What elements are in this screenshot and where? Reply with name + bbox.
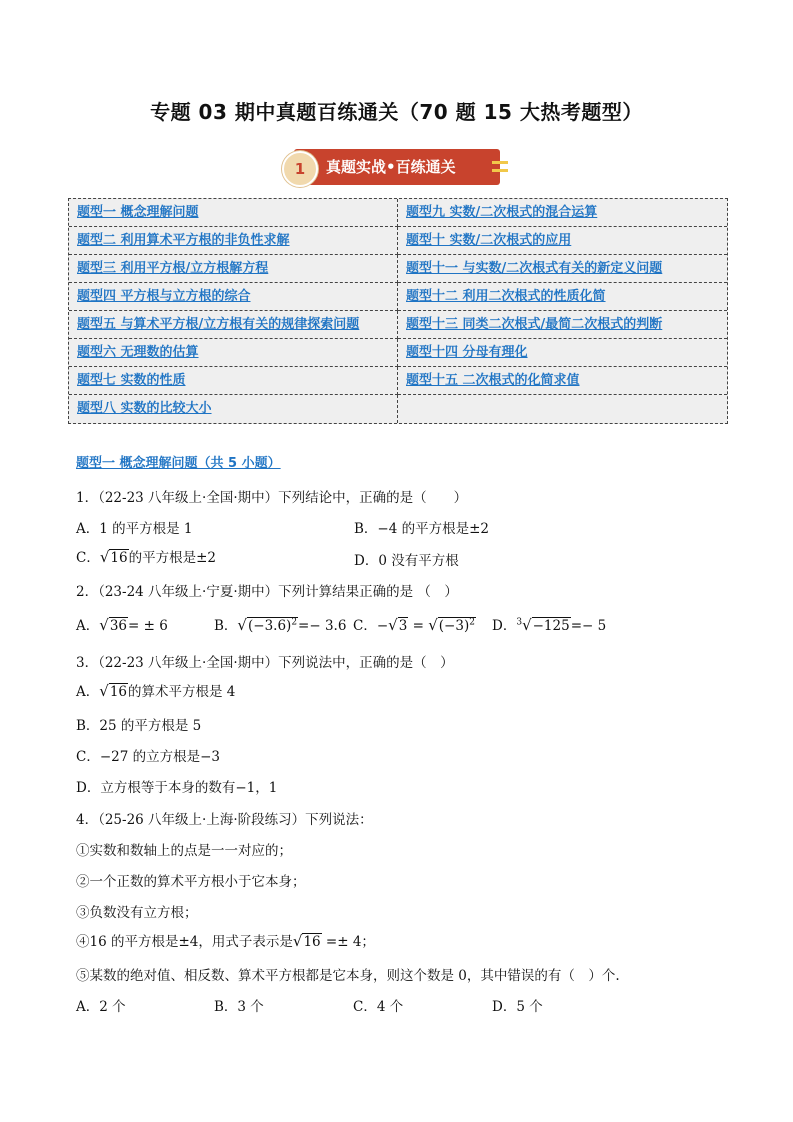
q2-option-c: C．$-√3 = √(-3)^2$: [353, 616, 475, 634]
question-2-stem: 2．（23-24 八年级上·宁夏·期中）下列计算结果正确的是 （ ）: [76, 584, 458, 600]
toc-link[interactable]: 题型二 利用算术平方根的非负性求解: [77, 233, 290, 248]
q2-option-b: B．$√(-3.6)^2=- 3.6$: [214, 616, 347, 634]
toc-cell: [69, 227, 398, 255]
q3-option-d: D．立方根等于本身的数有−1，1: [76, 780, 278, 796]
toc-cell: [69, 283, 398, 311]
toc-link[interactable]: 题型十二 利用二次根式的性质化简: [406, 289, 606, 304]
toc-cell-empty: [398, 395, 727, 423]
toc-link[interactable]: 题型六 无理数的估算: [77, 345, 199, 360]
banner-number-badge: 1: [282, 151, 318, 187]
q4-statement-3: ③负数没有立方根；: [76, 905, 198, 921]
banner-label: 真题实战•百练通关: [326, 158, 456, 176]
toc-cell: [69, 199, 398, 227]
toc-link[interactable]: 题型十四 分母有理化: [406, 345, 528, 360]
toc-link[interactable]: 题型一 概念理解问题: [77, 205, 199, 220]
q4-statement-4: ④16 的平方根是±4，用式子表示是√16 =± 4；: [76, 932, 375, 950]
section-banner: [282, 149, 512, 185]
toc-link[interactable]: 题型七 实数的性质: [77, 373, 186, 388]
q1-option-c: C．√16的平方根是±2: [76, 548, 216, 566]
page-title: 专题 03 期中真题百练通关（70 题 15 大热考题型）: [150, 100, 643, 124]
question-4-stem: 4．（25-26 八年级上·上海·阶段练习）下列说法：: [76, 812, 373, 828]
toc-cell: [69, 339, 398, 367]
q3-option-a: A．√16的算术平方根是 4: [76, 682, 236, 700]
q4-option-c: C．4 个: [353, 999, 404, 1015]
q1-option-a: A．1 的平方根是 1: [76, 521, 193, 537]
toc-cell: [398, 227, 727, 255]
toc-link[interactable]: 题型十三 同类二次根式/最简二次根式的判断: [406, 317, 663, 332]
toc-link[interactable]: 题型九 实数/二次根式的混合运算: [406, 205, 598, 220]
sqrt-expression: √16: [99, 548, 128, 566]
question-1-stem: 1．（22-23 八年级上·全国·期中）下列结论中，正确的是（ ）: [76, 490, 468, 506]
toc-link[interactable]: 题型四 平方根与立方根的综合: [77, 289, 251, 304]
toc-link[interactable]: 题型三 利用平方根/立方根解方程: [77, 261, 269, 276]
toc-cell: [398, 255, 727, 283]
banner-stripe: [492, 161, 508, 164]
section-heading-link[interactable]: 题型一 概念理解问题（共 5 小题）: [76, 456, 281, 471]
q3-option-b: B．25 的平方根是 5: [76, 718, 202, 734]
toc-cell: [69, 255, 398, 283]
q4-option-b: B．3 个: [214, 999, 264, 1015]
toc-cell: [69, 367, 398, 395]
question-3-stem: 3．（22-23 八年级上·全国·期中）下列说法中，正确的是（ ）: [76, 655, 454, 671]
q3-option-c: C．−27 的立方根是−3: [76, 749, 221, 765]
toc-link[interactable]: 题型八 实数的比较大小: [77, 401, 212, 416]
table-of-contents: [68, 198, 728, 424]
toc-cell: [398, 367, 727, 395]
banner-stripe: [492, 169, 508, 172]
q1-option-b: B．−4 的平方根是±2: [354, 521, 490, 537]
toc-cell: [398, 311, 727, 339]
toc-cell: [398, 199, 727, 227]
toc-cell: [398, 339, 727, 367]
toc-link[interactable]: 题型十五 二次根式的化简求值: [406, 373, 580, 388]
toc-cell: [69, 395, 398, 423]
q1-option-d: D．0 没有平方根: [354, 553, 459, 569]
q2-option-d: D．$^3$√−125=− 5: [492, 616, 607, 634]
q4-option-a: A．2 个: [76, 999, 126, 1015]
q4-statement-2: ②一个正数的算术平方根小于它本身；: [76, 874, 306, 890]
toc-cell: [398, 283, 727, 311]
toc-link[interactable]: 题型十一 与实数/二次根式有关的新定义问题: [406, 261, 663, 276]
toc-link[interactable]: 题型五 与算术平方根/立方根有关的规律探索问题: [77, 317, 360, 332]
q4-option-d: D．5 个: [492, 999, 543, 1015]
q4-statement-1: ①实数和数轴上的点是一一对应的；: [76, 843, 292, 859]
toc-link[interactable]: 题型十 实数/二次根式的应用: [406, 233, 572, 248]
q2-option-a: A．√36= ± 6: [76, 616, 168, 634]
q4-statement-5: ⑤某数的绝对值、相反数、算术平方根都是它本身，则这个数是 0，其中错误的有（ ）个.: [76, 968, 620, 984]
toc-cell: [69, 311, 398, 339]
